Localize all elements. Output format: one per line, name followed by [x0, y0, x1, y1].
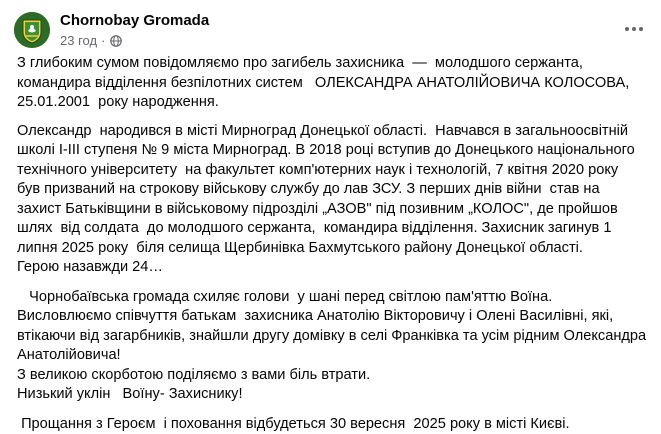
paragraph-funeral: Прощання з Героєм і поховання відбудеться 30 вересня 2025 року в місті Києві. — [17, 415, 647, 434]
paragraph-grief: З великою скорботою поділяємо з вами біль втрати. — [17, 366, 647, 386]
globe-icon — [110, 35, 122, 47]
author-name[interactable]: Chornobay Gromada — [60, 12, 209, 30]
post-text — [17, 54, 647, 434]
post-meta — [60, 12, 209, 49]
paragraph-gap — [17, 405, 647, 415]
avatar[interactable] — [14, 12, 50, 48]
paragraph-announcement: З глибоким сумом повідомляємо про загибель захисника — молодшого сержанта, командира відділення безпілотних систем ОЛЕКСАНДРА АНАТОЛІЙОВИЧА КОЛОСОВА, 25.01.2001 року народження. — [17, 54, 647, 113]
more-horizontal-icon — [624, 26, 644, 32]
paragraph-gap — [17, 278, 647, 288]
coat-of-arms-icon — [14, 12, 50, 48]
paragraph-gap — [17, 113, 647, 122]
paragraph-age: Герою назавжди 24… — [17, 258, 647, 278]
post-timestamp[interactable]: 23 год — [60, 33, 97, 49]
paragraph-biography: Олександр народився в місті Мирноград Донецької області. Навчався в загальноосвітній школі І-ІІІ ступеня № 9 міста Мирноград. В 2018 році вступив до Донецького національного технічного університету на факультет комп'ютерних наук і технологій, 7 квітня 2020 року був призваний на строкову військову службу до лав ЗСУ. З перших днів війни став на захист Батьківщини в військовому підрозділі „АЗОВ" під позивним „КОЛОС", де пройшов шлях від солдата до молодшого сержанта, командира відділення. Захисник загинув 1 липня 2025 року біля селища Щербинівка Бахмутського району Донецької області. — [17, 122, 647, 259]
paragraph-tribute: Низький уклін Воїну- Захиснику! — [17, 385, 647, 405]
separator-dot: · — [101, 33, 105, 49]
paragraph-condolences: Чорнобаївська громада схиляє голови у шані перед світлою пам'яттю Воїна. Висловлюємо співчуття батькам захисника Анатолію Вікторовичу і Олені Василівні, які, втікаючи від загарбників, знайшли другу домівку в селі Франківка та усім рідним Олександра Анатолійовича! — [17, 288, 647, 366]
post-subline — [60, 33, 209, 49]
more-options-button[interactable] — [619, 14, 649, 44]
post-header — [14, 10, 209, 50]
